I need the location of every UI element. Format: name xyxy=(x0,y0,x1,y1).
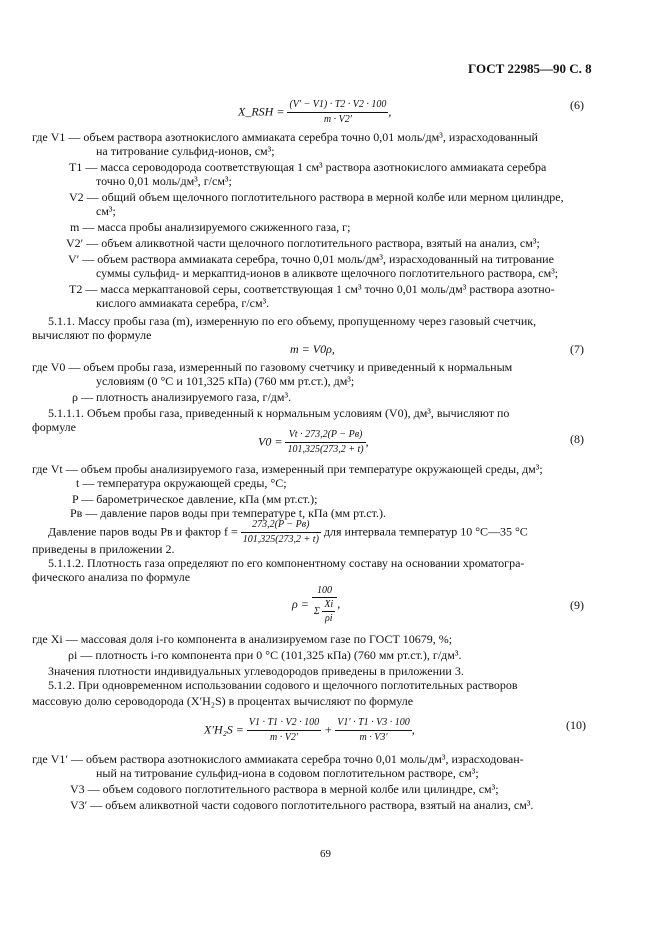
formula-10-number: (10) xyxy=(566,718,586,732)
def6-line-1: где V1 — объем раствора азотнокислого аммиаката серебра точно 0,01 моль/дм³, израсходованный xyxy=(32,130,538,144)
def6-line-5: V2 — общий объем щелочного поглотительного раствора в мерной колбе или мерном цилиндре, xyxy=(69,190,564,204)
formula-9-numerator: 100 xyxy=(312,584,337,598)
def6-line-12: кислого аммиаката серебра, г/см³. xyxy=(96,296,270,310)
para-5-1-1-line-2: вычисляют по формуле xyxy=(32,328,152,342)
def7-line-2: условиям (0 °С и 101,325 кПа) (760 мм рт.ст.), дм³; xyxy=(96,374,355,388)
def7-line-3: ρ — плотность анализируемого газа, г/дм³. xyxy=(72,390,292,404)
formula-10-numerator-1: V1 · T1 · V2 · 100 xyxy=(247,716,321,731)
para-vapor-fraction xyxy=(241,518,321,547)
def6-line-11: T2 — масса меркаптановой серы, соответствующая 1 см³ точно 0,01 моль/дм³ раствора азотно- xyxy=(69,282,555,296)
para-vapor-numerator: 273,2(P − Pв) xyxy=(241,518,321,533)
def6-line-2: на титрование сульфид-ионов, см³; xyxy=(96,144,275,158)
formula-9-inner-denominator: ρi xyxy=(324,613,333,624)
def10-line-3: V3 — объем содового поглотительного раствора в мерной колбе или цилиндре, см³; xyxy=(70,782,499,796)
def6-line-7: m — масса пробы анализируемого сжиженного газа, г; xyxy=(70,220,351,234)
formula-6-denominator: m · V2′ xyxy=(323,114,352,125)
para-vapor-denominator: 101,325(273,2 + t) xyxy=(242,534,319,545)
formula-7-number: (7) xyxy=(570,342,584,356)
formula-6-fraction xyxy=(287,98,388,127)
formula-9-inner-numerator: Xi xyxy=(324,599,334,610)
formula-8-lhs: V0 = xyxy=(258,434,283,449)
def10-line-1: где V1′ — объем раствора азотнокислого аммиаката серебра точно 0,01 моль/дм³, израсходован- xyxy=(32,752,524,766)
formula-9-denominator xyxy=(312,598,337,625)
formula-9-fraction xyxy=(312,584,337,625)
formula-9-inner-fraction xyxy=(322,598,335,625)
formula-6 xyxy=(238,98,391,127)
formula-8-tail: , xyxy=(365,434,369,449)
formula-9-number: (9) xyxy=(570,598,584,612)
def8-line-4: Pв — давление паров воды при температуре t, кПа (мм рт.ст.). xyxy=(70,506,386,520)
page-header: ГОСТ 22985—90 С. 8 xyxy=(468,61,592,76)
para-density: Значения плотности индивидуальных углеводородов приведены в приложении 3. xyxy=(48,664,464,678)
formula-10-plus: + xyxy=(324,722,333,737)
formula-9 xyxy=(292,584,340,625)
def8-line-3: P — барометрическое давление, кПа (мм рт.ст.); xyxy=(72,492,318,506)
formula-10-tail: , xyxy=(411,722,415,737)
def6-line-10: суммы сульфид- и меркаптид-ионов в аликвоте щелочного поглотительного раствора, см³; xyxy=(96,266,559,280)
def9-line-1: где Xi — массовая доля i-го компонента в анализируемом газе по ГОСТ 10679, %; xyxy=(32,632,453,646)
para-vapor-a: Давление паров воды Pв и фактор f = xyxy=(48,524,238,539)
formula-9-tail: , xyxy=(337,596,341,611)
formula-10-fraction-2 xyxy=(335,716,411,745)
formula-6-number: (6) xyxy=(570,98,584,112)
para-5-1-1-1-line-2: формуле xyxy=(32,420,76,434)
def6-line-9: V′ — объем раствора аммиаката серебра, точно 0,01 моль/дм³, израсходованный на титрование xyxy=(68,252,554,266)
def10-line-2: ный на титрование сульфид-иона в содовом поглотительном растворе, см³; xyxy=(96,766,479,780)
def6-line-6: см³; xyxy=(96,204,116,218)
formula-10-numerator-2: V1′ · T1 · V3 · 100 xyxy=(335,716,411,731)
para-5-1-2-line-1: 5.1.2. При одновременном использовании содового и щелочного поглотительных растворов xyxy=(48,678,518,692)
formula-8 xyxy=(258,428,369,457)
formula-6-tail: , xyxy=(388,104,392,119)
def9-line-2: ρi — плотность i-го компонента при 0 °С (101,325 кПа) (760 мм рт.ст.), г/дм³. xyxy=(68,648,462,662)
def8-line-1: где Vt — объем пробы анализируемого газа, измеренный при температуре окружающей среды, дм³; xyxy=(32,462,543,476)
formula-10-denominator-1: m · V2′ xyxy=(270,732,299,743)
formula-7: m = V0ρ, xyxy=(290,342,335,356)
para-5-1-1-1-line-1: 5.1.1.1. Объем пробы газа, приведенный к нормальным условиям (V0), дм³, вычисляют по xyxy=(48,406,510,420)
formula-9-sigma: Σ xyxy=(313,605,320,617)
formula-8-denominator: 101,325(273,2 + t) xyxy=(287,444,364,455)
page-number: 69 xyxy=(320,848,331,860)
para-vapor-b: для интервала температур 10 °С—35 °С xyxy=(323,524,528,539)
formula-6-numerator: (V′ − V1) · T2 · V2 · 100 xyxy=(287,98,388,113)
def6-line-3: T1 — масса сероводорода соответствующая 1 см³ раствора азотнокислого аммиаката серебра xyxy=(69,160,547,174)
formula-10-lhs: X′H₂S = xyxy=(204,722,244,737)
formula-8-number: (8) xyxy=(570,432,584,446)
para-vapor-c: приведены в приложении 2. xyxy=(32,542,175,556)
formula-10-denominator-2: m · V3′ xyxy=(359,732,388,743)
formula-9-lhs: ρ = xyxy=(292,597,309,611)
formula-10 xyxy=(204,716,415,745)
para-5-1-1-line-1: 5.1.1. Массу пробы газа (m), измеренную по его объему, пропущенному через газовый счетчик, xyxy=(48,314,537,328)
formula-8-numerator: Vt · 273,2(P − Pв) xyxy=(285,428,365,443)
formula-10-fraction-1 xyxy=(247,716,321,745)
formula-8-fraction xyxy=(285,428,365,457)
para-5-1-1-2-line-2: фического анализа по формуле xyxy=(32,570,191,584)
formula-6-lhs: X_RSH = xyxy=(238,104,285,119)
def7-line-1: где V0 — объем пробы газа, измеренный по газовому счетчику и приведенный к нормальным xyxy=(32,360,513,374)
def6-line-8: V2′ — объем аликвотной части щелочного поглотительного раствора, взятый на анализ, см³; xyxy=(66,236,540,250)
para-5-1-2-line-2: массовую долю сероводорода (X′H₂S) в процентах вычисляют по формуле xyxy=(32,694,414,708)
para-5-1-1-2-line-1: 5.1.1.2. Плотность газа определяют по его компонентному составу на основании хроматогра- xyxy=(48,556,525,570)
def6-line-4: точно 0,01 моль/дм³, г/см³; xyxy=(96,174,232,188)
def10-line-4: V3′ — объем аликвотной части содового поглотительного раствора, взятый на анализ, см³. xyxy=(70,798,534,812)
def8-line-2: t — температура окружающей среды, °С; xyxy=(76,476,287,490)
